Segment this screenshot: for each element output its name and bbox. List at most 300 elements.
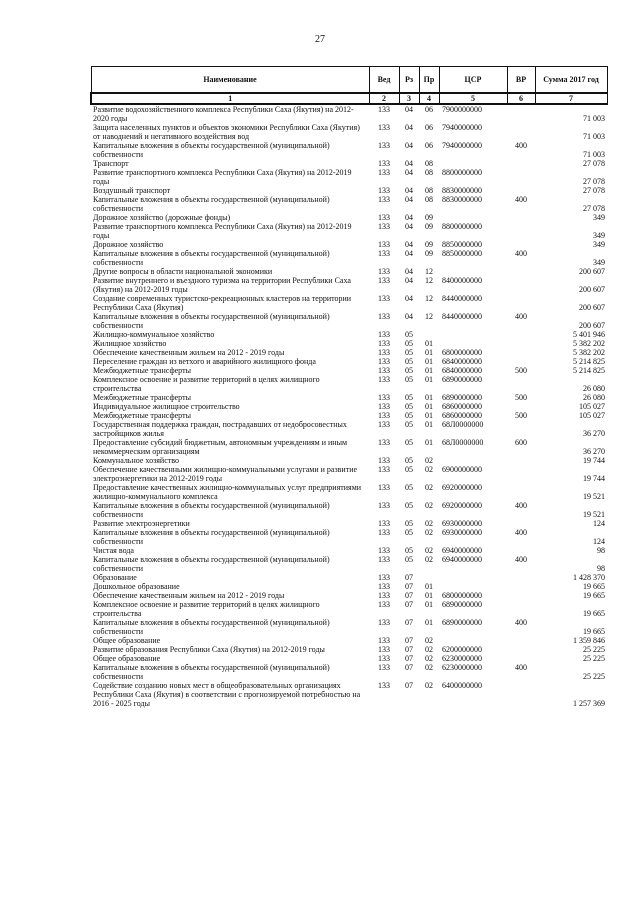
row-pr: 01 [425, 600, 433, 609]
row-name: Другие вопросы в области национальной экономики [93, 267, 273, 276]
table-row [91, 663, 607, 681]
row-vr: 400 [515, 141, 527, 150]
row-pr: 02 [425, 636, 433, 645]
row-pr: 02 [425, 645, 433, 654]
row-sum: 98 [597, 564, 605, 573]
row-name: Предоставление качественных жилищно-коммунальных услуг предприятиями жилищно-коммунального комплекса [93, 483, 362, 501]
header-row [91, 67, 607, 94]
row-csr [439, 582, 507, 591]
row-rz: 05 [405, 339, 413, 348]
row-rz: 05 [405, 402, 413, 411]
row-csr: 6200000000 [442, 645, 482, 654]
row-ved: 133 [378, 393, 390, 402]
row-name: Межбюджетные трансферты [93, 393, 191, 402]
row-ved: 133 [378, 519, 390, 528]
row-pr: 02 [425, 465, 433, 474]
row-pr: 01 [425, 618, 433, 627]
header-number-row [91, 93, 607, 104]
row-rz: 07 [405, 591, 413, 600]
row-ved: 133 [378, 159, 390, 168]
row-vr [507, 330, 535, 339]
row-csr: 68Л0000000 [442, 438, 484, 447]
row-vr [507, 645, 535, 654]
row-name: Общее образование [93, 654, 161, 663]
row-vr [507, 375, 535, 393]
row-rz: 05 [405, 528, 413, 537]
row-vr [507, 465, 535, 483]
row-ved: 133 [378, 249, 390, 258]
row-pr: 02 [425, 483, 433, 492]
row-vr [507, 573, 535, 582]
row-vr: 600 [515, 438, 527, 447]
row-vr [507, 159, 535, 168]
row-name: Капитальные вложения в объекты государственной (муниципальной) собственности [93, 663, 330, 681]
table-row [91, 618, 607, 636]
row-vr [507, 348, 535, 357]
row-ved: 133 [378, 186, 390, 195]
row-ved: 133 [378, 123, 390, 132]
row-rz: 05 [405, 357, 413, 366]
row-ved: 133 [378, 357, 390, 366]
row-name: Развитие транспортного комплекса Республики Саха (Якутия) на 2012-2019 годы [93, 222, 352, 240]
row-sum: 5 382 202 [573, 348, 605, 357]
row-ved: 133 [378, 546, 390, 555]
row-vr [507, 294, 535, 312]
row-name: Капитальные вложения в объекты государственной (муниципальной) собственности [93, 312, 330, 330]
row-sum: 36 270 [583, 429, 605, 438]
row-pr: 02 [425, 519, 433, 528]
row-ved: 133 [378, 366, 390, 375]
row-rz: 05 [405, 393, 413, 402]
row-csr: 6230000000 [442, 663, 482, 672]
row-csr: 6940000000 [442, 555, 482, 564]
row-csr: 6890000000 [442, 375, 482, 384]
row-vr [507, 222, 535, 240]
row-ved: 133 [378, 465, 390, 474]
row-rz: 04 [405, 141, 413, 150]
row-vr [507, 267, 535, 276]
table-row [91, 555, 607, 573]
row-ved: 133 [378, 240, 390, 249]
row-csr: 8830000000 [442, 186, 482, 195]
row-pr: 08 [425, 195, 433, 204]
row-ved: 133 [378, 528, 390, 537]
row-vr [507, 276, 535, 294]
row-ved: 133 [378, 195, 390, 204]
row-ved: 133 [378, 645, 390, 654]
row-pr: 12 [425, 312, 433, 321]
header-number: 7 [535, 93, 607, 104]
row-rz: 04 [405, 195, 413, 204]
row-sum: 27 078 [583, 186, 605, 195]
header-ved: Вед [369, 67, 399, 94]
row-vr [507, 681, 535, 708]
table-row [91, 483, 607, 501]
row-ved: 133 [378, 501, 390, 510]
row-csr: 8400000000 [442, 276, 482, 285]
row-vr [507, 546, 535, 555]
row-ved: 133 [378, 618, 390, 627]
row-pr: 02 [425, 456, 433, 465]
row-name: Развитие внутреннего и въездного туризма на территории Республики Саха (Якутия) на 2012-2019 годы [93, 276, 351, 294]
row-pr: 01 [425, 357, 433, 366]
row-sum: 5 214 825 [573, 357, 605, 366]
row-sum: 200 607 [579, 285, 605, 294]
row-rz: 05 [405, 501, 413, 510]
row-ved: 133 [378, 555, 390, 564]
row-pr: 09 [425, 213, 433, 222]
row-name: Дорожное хозяйство (дорожные фонды) [93, 213, 231, 222]
row-csr: 7940000000 [442, 141, 482, 150]
row-ved: 133 [378, 582, 390, 591]
row-pr: 01 [425, 411, 433, 420]
row-csr: 6840000000 [442, 357, 482, 366]
row-ved: 133 [378, 222, 390, 231]
row-sum: 5 382 202 [573, 339, 605, 348]
row-sum: 71 003 [583, 132, 605, 141]
row-ved: 133 [378, 294, 390, 303]
table-row [91, 501, 607, 519]
row-name: Общее образование [93, 636, 161, 645]
row-rz: 05 [405, 438, 413, 447]
header-pr: Пр [419, 67, 439, 94]
row-sum: 1 359 846 [573, 636, 605, 645]
row-name: Образование [93, 573, 137, 582]
row-rz: 07 [405, 654, 413, 663]
row-name: Межбюджетные трансферты [93, 411, 191, 420]
header-sum: Сумма 2017 год [535, 67, 607, 94]
row-sum: 19 665 [583, 591, 605, 600]
row-csr: 6800000000 [442, 348, 482, 357]
table-row [91, 240, 607, 249]
row-rz: 04 [405, 123, 413, 132]
row-name: Комплексное освоение и развитие территорий в целях жилищного строительства [93, 375, 320, 393]
row-pr: 01 [425, 591, 433, 600]
table-row [91, 186, 607, 195]
header-number: 1 [91, 93, 369, 104]
row-ved: 133 [378, 573, 390, 582]
row-pr: 08 [425, 168, 433, 177]
header-csr: ЦСР [439, 67, 507, 94]
row-ved: 133 [378, 654, 390, 663]
row-rz: 07 [405, 645, 413, 654]
row-vr: 500 [515, 411, 527, 420]
table-row [91, 348, 607, 357]
row-pr: 02 [425, 501, 433, 510]
row-ved: 133 [378, 267, 390, 276]
table-row [91, 330, 607, 339]
row-rz: 05 [405, 546, 413, 555]
row-csr: 8850000000 [442, 249, 482, 258]
row-ved: 133 [378, 168, 390, 177]
row-sum: 349 [593, 231, 605, 240]
row-pr: 01 [425, 402, 433, 411]
row-name: Государственная поддержка граждан, пострадавших от недобросовестных застройщиков жилья [93, 420, 347, 438]
header-number: 5 [439, 93, 507, 104]
row-pr: 06 [425, 105, 433, 114]
row-name: Коммунальное хозяйство [93, 456, 179, 465]
row-name: Межбюджетные трансферты [93, 366, 191, 375]
row-sum: 25 225 [583, 654, 605, 663]
row-name: Обеспечение качественным жильем на 2012 - 2019 годы [93, 348, 285, 357]
row-sum: 1 257 369 [573, 699, 605, 708]
row-pr: 02 [425, 546, 433, 555]
table-row [91, 582, 607, 591]
row-name: Предоставление субсидий бюджетным, автономным учреждениям и иным некоммерческим организациям [93, 438, 348, 456]
row-name: Дорожное хозяйство [93, 240, 164, 249]
row-pr: 12 [425, 294, 433, 303]
row-rz: 05 [405, 483, 413, 492]
row-pr: 01 [425, 366, 433, 375]
table-row [91, 420, 607, 438]
row-sum: 19 665 [583, 582, 605, 591]
row-vr: 400 [515, 663, 527, 672]
row-rz: 04 [405, 105, 413, 114]
row-csr [439, 213, 507, 222]
row-csr [439, 573, 507, 582]
row-rz: 04 [405, 213, 413, 222]
row-csr: 7900000000 [442, 105, 482, 114]
row-csr [439, 456, 507, 465]
row-pr: 02 [425, 654, 433, 663]
row-csr: 8800000000 [442, 168, 482, 177]
row-sum: 19 665 [583, 627, 605, 636]
row-ved: 133 [378, 276, 390, 285]
row-vr [507, 357, 535, 366]
row-rz: 04 [405, 240, 413, 249]
row-vr [507, 600, 535, 618]
row-vr [507, 591, 535, 600]
row-vr: 400 [515, 501, 527, 510]
row-ved: 133 [378, 213, 390, 222]
row-ved: 133 [378, 312, 390, 321]
row-sum: 1 428 370 [573, 573, 605, 582]
row-ved: 133 [378, 663, 390, 672]
row-vr: 400 [515, 249, 527, 258]
table-row [91, 573, 607, 582]
row-sum: 71 003 [583, 150, 605, 159]
row-name: Развитие водохозяйственного комплекса Республики Саха (Якутия) на 2012-2020 годы [93, 105, 354, 123]
row-rz: 04 [405, 294, 413, 303]
row-rz: 04 [405, 249, 413, 258]
table-row [91, 546, 607, 555]
row-vr [507, 213, 535, 222]
table-row [91, 294, 607, 312]
header-number: 2 [369, 93, 399, 104]
row-vr: 400 [515, 618, 527, 627]
table-row [91, 600, 607, 618]
row-pr: 12 [425, 276, 433, 285]
row-sum: 349 [593, 258, 605, 267]
row-sum: 124 [593, 519, 605, 528]
row-rz: 07 [405, 582, 413, 591]
row-ved: 133 [378, 483, 390, 492]
table-row [91, 636, 607, 645]
row-pr: 12 [425, 267, 433, 276]
row-rz: 04 [405, 267, 413, 276]
table-row [91, 195, 607, 213]
table-row [91, 654, 607, 663]
budget-table [90, 66, 608, 708]
row-rz: 05 [405, 366, 413, 375]
row-name: Развитие транспортного комплекса Республики Саха (Якутия) на 2012-2019 годы [93, 168, 352, 186]
row-pr: 08 [425, 159, 433, 168]
row-name: Развитие образования Республики Саха (Якутия) на 2012-2019 годы [93, 645, 325, 654]
row-vr [507, 186, 535, 195]
row-rz: 04 [405, 186, 413, 195]
row-ved: 133 [378, 438, 390, 447]
row-ved: 133 [378, 681, 390, 690]
row-ved: 133 [378, 330, 390, 339]
row-pr: 06 [425, 123, 433, 132]
row-rz: 05 [405, 456, 413, 465]
row-csr: 8850000000 [442, 240, 482, 249]
row-name: Создание современных туристско-рекреационных кластеров на территории Республики Саха (Якутия) [93, 294, 352, 312]
row-rz: 05 [405, 465, 413, 474]
row-sum: 71 003 [583, 114, 605, 123]
row-rz: 05 [405, 411, 413, 420]
row-name: Индивидуальное жилищное строительство [93, 402, 240, 411]
row-sum: 5 214 825 [573, 366, 605, 375]
row-sum: 124 [593, 537, 605, 546]
row-csr: 6890000000 [442, 393, 482, 402]
row-name: Комплексное освоение и развитие территорий в целях жилищного строительства [93, 600, 320, 618]
row-sum: 105 027 [579, 411, 605, 420]
row-csr: 6890000000 [442, 600, 482, 609]
row-name: Капитальные вложения в объекты государственной (муниципальной) собственности [93, 249, 330, 267]
row-ved: 133 [378, 636, 390, 645]
row-sum: 19 521 [583, 492, 605, 501]
row-csr: 6900000000 [442, 465, 482, 474]
row-sum: 19 744 [583, 474, 605, 483]
row-ved: 133 [378, 141, 390, 150]
row-vr: 400 [515, 555, 527, 564]
row-rz: 05 [405, 375, 413, 384]
row-name: Защита населенных пунктов и объектов экономики Республики Саха (Якутия) от наводнений и негативного воздействия вод [93, 123, 360, 141]
row-csr: 6930000000 [442, 528, 482, 537]
row-csr: 8800000000 [442, 222, 482, 231]
header-name: Наименование [91, 67, 369, 94]
row-name: Транспорт [93, 159, 129, 168]
row-vr [507, 636, 535, 645]
row-sum: 200 607 [579, 267, 605, 276]
table-row [91, 267, 607, 276]
row-rz: 05 [405, 348, 413, 357]
row-sum: 19 521 [583, 510, 605, 519]
table-row [91, 141, 607, 159]
row-csr: 6230000000 [442, 654, 482, 663]
row-ved: 133 [378, 456, 390, 465]
row-rz: 05 [405, 555, 413, 564]
row-sum: 27 078 [583, 177, 605, 186]
table-row [91, 411, 607, 420]
row-csr [439, 330, 507, 339]
row-vr: 500 [515, 393, 527, 402]
row-vr [507, 420, 535, 438]
row-csr [439, 267, 507, 276]
row-pr: 09 [425, 249, 433, 258]
header-number: 4 [419, 93, 439, 104]
table-row [91, 312, 607, 330]
table-row [91, 222, 607, 240]
table-row [91, 123, 607, 141]
row-csr: 68Л0000000 [442, 420, 484, 429]
row-name: Капитальные вложения в объекты государственной (муниципальной) собственности [93, 618, 330, 636]
row-pr [419, 573, 439, 582]
row-vr [507, 123, 535, 141]
row-vr [507, 168, 535, 186]
row-vr [507, 339, 535, 348]
row-vr: 400 [515, 312, 527, 321]
row-name: Капитальные вложения в объекты государственной (муниципальной) собственности [93, 528, 330, 546]
table-row [91, 375, 607, 393]
table-row [91, 168, 607, 186]
row-sum: 200 607 [579, 321, 605, 330]
row-csr: 8830000000 [442, 195, 482, 204]
row-sum: 27 078 [583, 204, 605, 213]
row-name: Капитальные вложения в объекты государственной (муниципальной) собственности [93, 195, 330, 213]
row-rz: 07 [405, 573, 413, 582]
table-row [91, 213, 607, 222]
row-csr: 6860000000 [442, 411, 482, 420]
table-body [91, 104, 607, 708]
row-pr: 09 [425, 222, 433, 231]
row-pr: 02 [425, 555, 433, 564]
row-vr [507, 654, 535, 663]
row-sum: 5 401 946 [573, 330, 605, 339]
row-ved: 133 [378, 402, 390, 411]
row-pr: 09 [425, 240, 433, 249]
table-row [91, 645, 607, 654]
table-row [91, 249, 607, 267]
row-rz: 07 [405, 636, 413, 645]
row-pr: 01 [425, 582, 433, 591]
row-name: Чистая вода [93, 546, 134, 555]
row-name: Капитальные вложения в объекты государственной (муниципальной) собственности [93, 501, 330, 519]
row-sum: 26 080 [583, 384, 605, 393]
row-ved: 133 [378, 339, 390, 348]
page-number: 27 [315, 34, 325, 45]
table-row [91, 465, 607, 483]
row-sum: 27 078 [583, 159, 605, 168]
row-csr: 6930000000 [442, 519, 482, 528]
table-row [91, 456, 607, 465]
row-vr [507, 483, 535, 501]
table-row [91, 402, 607, 411]
row-rz: 04 [405, 168, 413, 177]
row-vr [507, 456, 535, 465]
row-pr: 02 [425, 528, 433, 537]
table-row [91, 104, 607, 123]
row-csr: 8440000000 [442, 294, 482, 303]
row-pr: 01 [425, 420, 433, 429]
row-name: Воздушный транспорт [93, 186, 171, 195]
row-csr: 6860000000 [442, 402, 482, 411]
row-csr [439, 159, 507, 168]
row-name: Содействие созданию новых мест в общеобразовательных организациях Республики Саха (Якутия) в соответствии с прогнозируемой потребностью на 2016 - 2025 годы [93, 681, 361, 708]
row-csr [439, 636, 507, 645]
row-csr: 6940000000 [442, 546, 482, 555]
table-row [91, 159, 607, 168]
row-sum: 349 [593, 240, 605, 249]
row-csr: 6920000000 [442, 483, 482, 492]
row-sum: 26 080 [583, 393, 605, 402]
row-pr: 01 [425, 438, 433, 447]
row-pr: 01 [425, 393, 433, 402]
row-csr: 6890000000 [442, 618, 482, 627]
row-name: Капитальные вложения в объекты государственной (муниципальной) собственности [93, 555, 330, 573]
row-pr: 01 [425, 348, 433, 357]
